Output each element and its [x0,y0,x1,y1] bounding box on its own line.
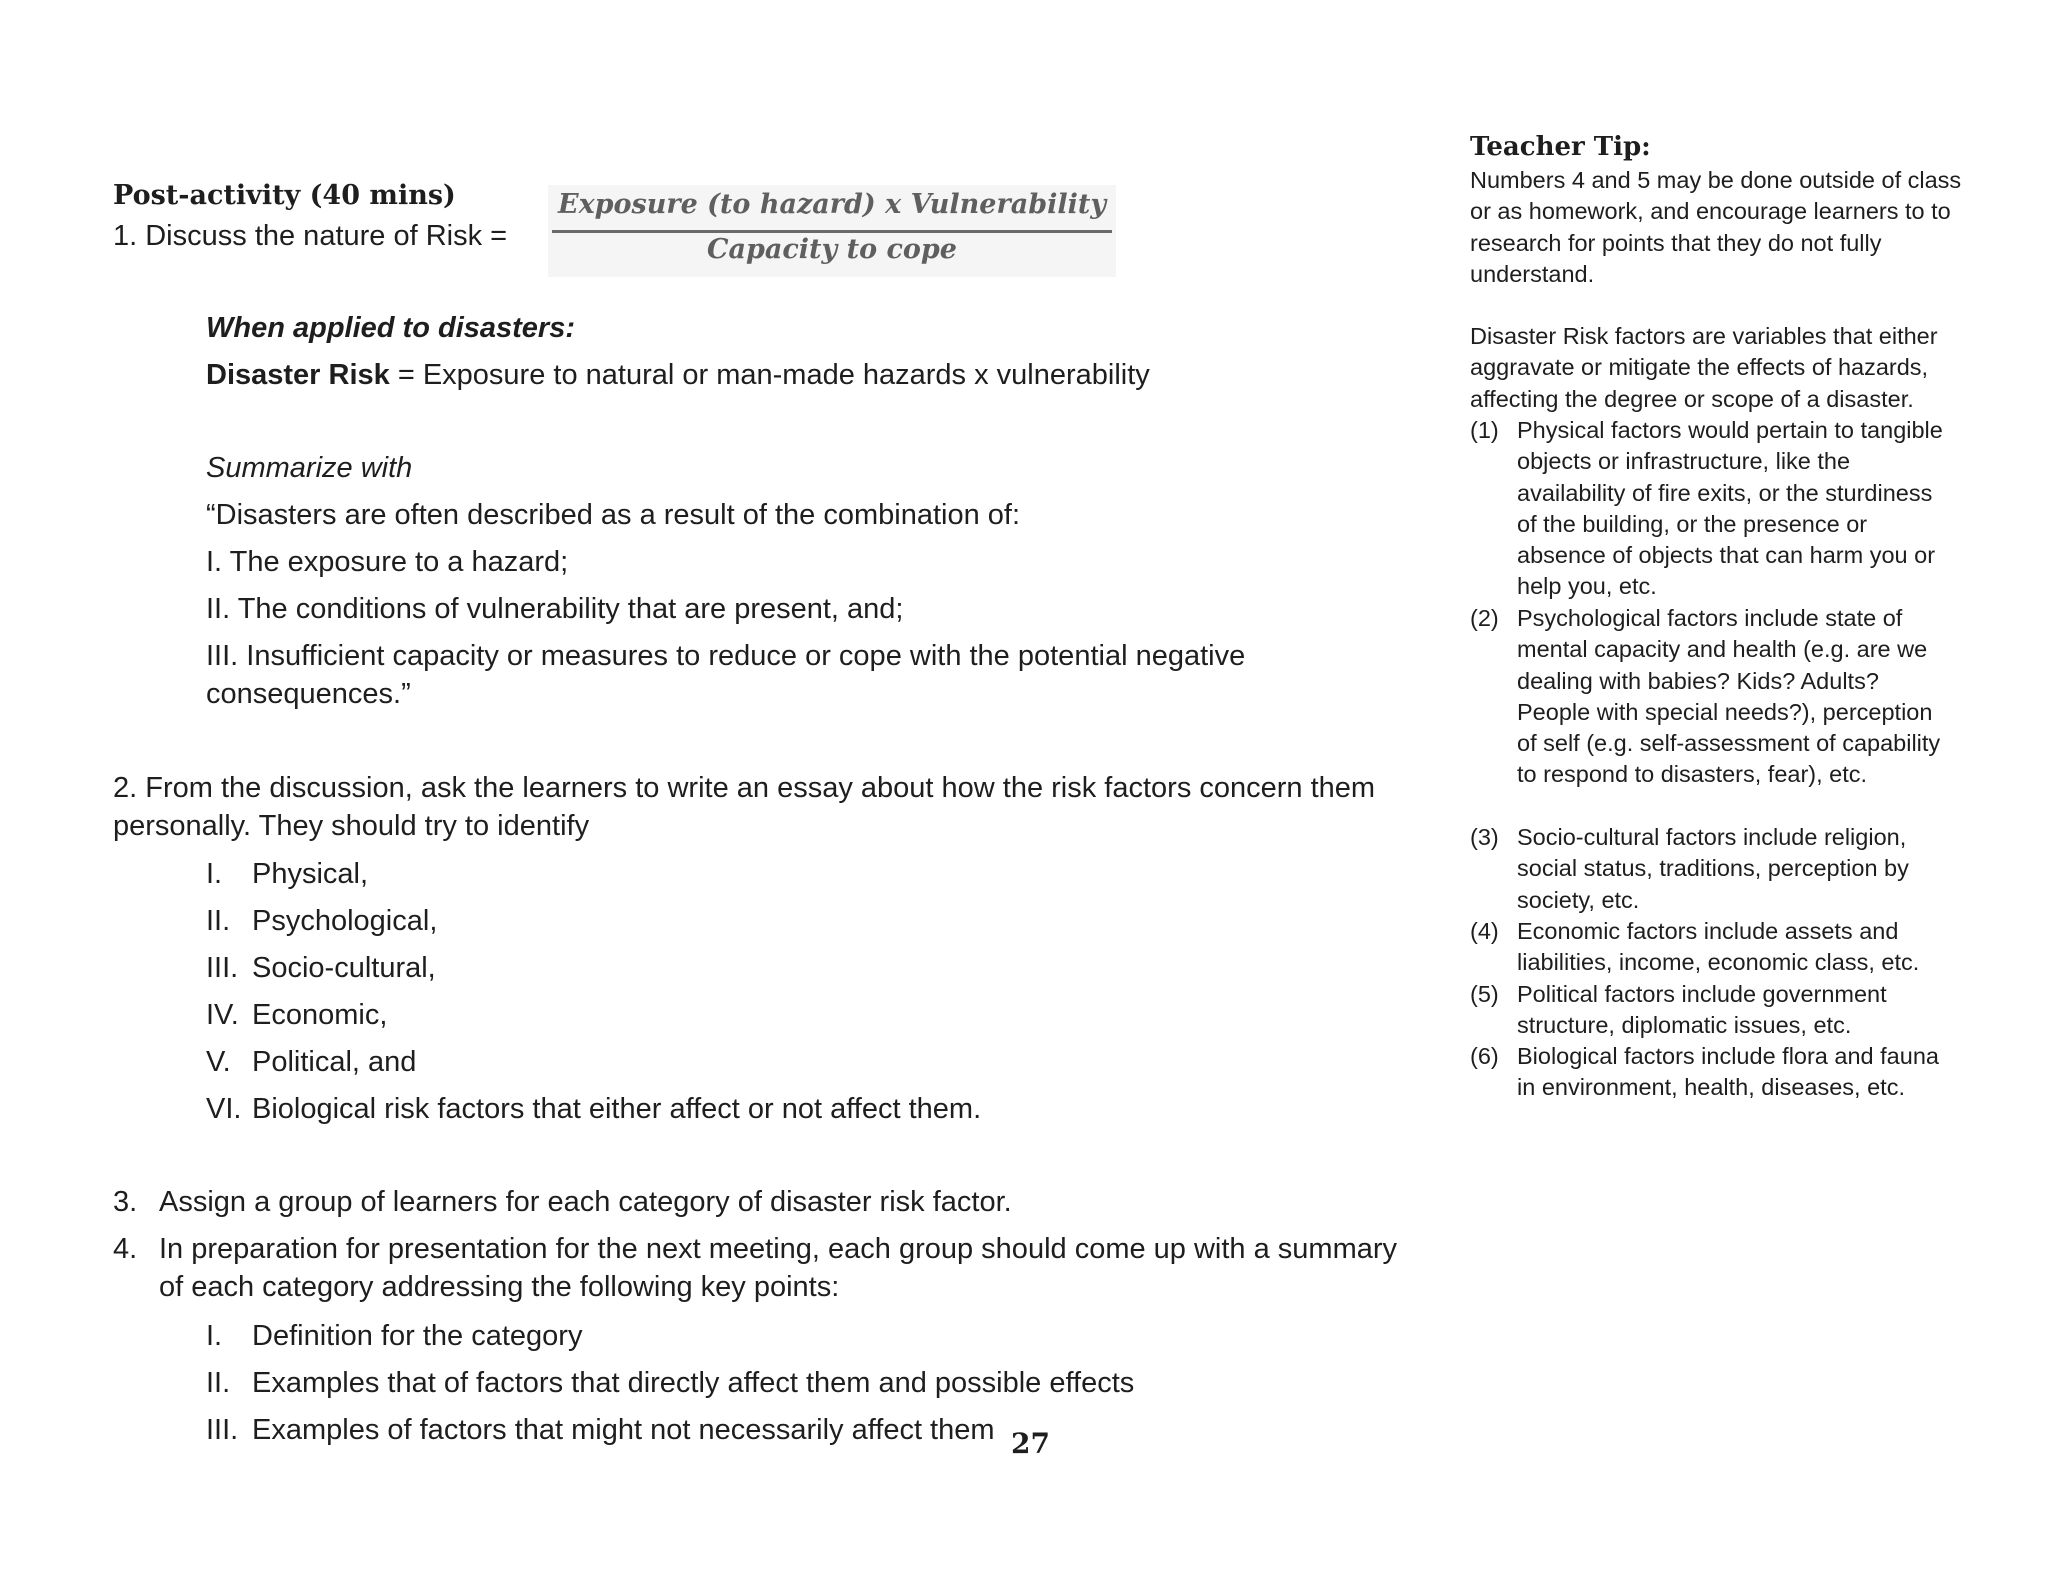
list-item-number: VI. [206,1093,242,1125]
factor-number: (2) [1470,605,1499,631]
list-item: Definition for the category [252,1320,583,1352]
factor-number: (3) [1470,824,1499,850]
list-item: Biological risk factors that either affect or not affect them. [252,1093,982,1125]
step-3-text: Assign a group of learners for each category of disaster risk factor. [159,1186,1012,1218]
list-item: Economic, [252,999,388,1031]
list-item: Physical, [252,858,369,890]
factor-item: Physical factors would pertain to tangible objects or infrastructure, like the availability of fire exits, or the sturdiness of the building, or the presence or absence of objects that can harm you or help you, etc. [1517,417,1943,600]
list-item: Political, and [252,1046,417,1078]
teacher-tip-paragraph: Disaster Risk factors are variables that either aggravate or mitigate the effects of hazards, affecting the degree or scope of a disaster. [1470,323,1938,412]
quote-line: “Disasters are often described as a result of the combination of: [206,499,1021,531]
factor-number: (6) [1470,1043,1499,1069]
list-item: Socio-cultural, [252,952,436,984]
factor-number: (1) [1470,417,1499,443]
list-item-number: II. [206,1367,231,1399]
formula-fraction-bar [552,230,1112,233]
step-number: 3. [113,1186,138,1218]
list-item-number: II. [206,905,231,937]
summarize-label: Summarize with [206,452,413,484]
item-1-text: 1. Discuss the nature of Risk = [113,220,508,252]
list-item-number: V. [206,1046,231,1078]
list-item-number: I. [206,1320,223,1352]
list-item-number: IV. [206,999,239,1031]
list-item-number: I. [206,858,223,890]
factor-number: (4) [1470,918,1499,944]
disaster-risk-equation: = Exposure to natural or man-made hazards x vulnerability [389,359,1150,391]
quote-line: II. The conditions of vulnerability that are present, and; [206,593,904,625]
formula-numerator: Exposure (to hazard) x Vulnerability [557,189,1107,220]
post-activity-heading: Post-activity (40 mins) [113,180,456,211]
page-number: 27 [1011,1427,1050,1460]
formula-denominator: Capacity to cope [706,234,957,265]
list-item-number: III. [206,1414,239,1446]
factor-item: Political factors include government structure, diplomatic issues, etc. [1517,981,1887,1039]
factor-item: Socio-cultural factors include religion, social status, traditions, perception by society, etc. [1517,824,1909,913]
disaster-risk-definition [206,357,1150,395]
quote-line: III. Insufficient capacity or measures to reduce or cope with the potential negative consequences.” [206,640,1246,710]
list-item-number: III. [206,952,239,984]
factor-item: Economic factors include assets and liabilities, income, economic class, etc. [1517,918,1920,976]
teacher-tip-paragraph: Numbers 4 and 5 may be done outside of class or as homework, and encourage learners to to research for points that they do not fully understand. [1470,167,1962,287]
factor-item: Biological factors include flora and fauna in environment, health, diseases, etc. [1517,1043,1939,1101]
list-item: Examples of factors that might not necessarily affect them [252,1414,995,1446]
item-2-text: 2. From the discussion, ask the learners to write an essay about how the risk factors concern them personally. They should try to identify [113,772,1376,842]
quote-line: I. The exposure to a hazard; [206,546,569,578]
teacher-tip-title: Teacher Tip: [1470,132,1651,162]
list-item: Psychological, [252,905,438,937]
step-number: 4. [113,1233,138,1265]
disaster-risk-term: Disaster Risk [206,359,390,391]
list-item: Examples that of factors that directly affect them and possible effects [252,1367,1135,1399]
risk-formula-image [548,185,1116,277]
factor-number: (5) [1470,981,1499,1007]
factor-item: Psychological factors include state of mental capacity and health (e.g. are we dealing with babies? Kids? Adults? People with special needs?), perception of self (e.g. self-assessment of capability to respond to disasters, fear), etc. [1517,605,1941,788]
step-4-text: In preparation for presentation for the next meeting, each group should come up with a summary of each category addressing the following key points: [159,1233,1398,1303]
applied-heading: When applied to disasters: [206,312,575,344]
